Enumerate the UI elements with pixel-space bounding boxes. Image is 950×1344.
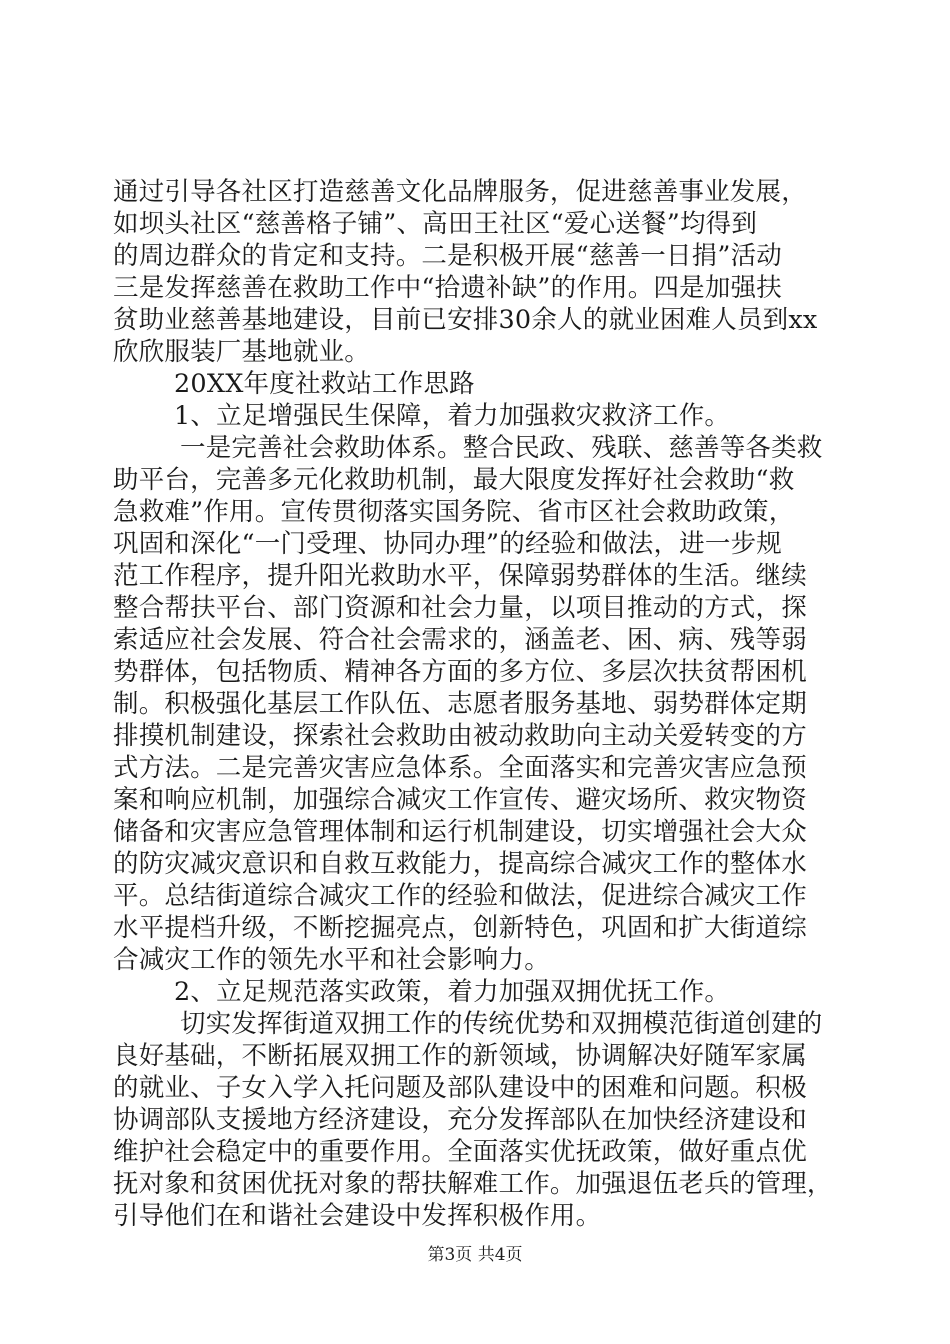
subsection-heading: 1、立足增强民生保障，着力加强救灾救济工作。 — [174, 401, 731, 431]
text-line: 合减灾工作的领先水平和社会影响力。 — [113, 945, 550, 975]
page-footer: 第3页 共4页 — [427, 1245, 523, 1265]
text-line: 巩固和深化“一门受理、协同办理”的经验和做法，进一步规 — [113, 529, 782, 559]
text-line: 三是发挥慈善在救助工作中“拾遗补缺”的作用。四是加强扶 — [113, 273, 782, 303]
text-line: 协调部队支援地方经济建设，充分发挥部队在加快经济建设和 — [113, 1105, 807, 1135]
subsection-heading: 2、立足规范落实政策，着力加强双拥优抚工作。 — [174, 977, 731, 1007]
text-line: 良好基础，不断拓展双拥工作的新领域，协调解决好随军家属 — [113, 1041, 807, 1071]
text-line: 维护社会稳定中的重要作用。全面落实优抚政策，做好重点优 — [113, 1137, 807, 1167]
text-line: 式方法。二是完善灾害应急体系。全面落实和完善灾害应急预 — [113, 753, 807, 783]
text-line: 的防灾减灾意识和自救互救能力，提高综合减灾工作的整体水 — [113, 849, 807, 879]
text-line: 排摸机制建设，探索社会救助由被动救助向主动关爱转变的方 — [113, 721, 807, 751]
text-line: 整合帮扶平台、部门资源和社会力量，以项目推动的方式，探 — [113, 593, 807, 623]
text-line: 势群体，包括物质、精神各方面的多方位、多层次扶贫帮困机 — [113, 657, 807, 687]
text-line: 抚对象和贫困优抚对象的帮扶解难工作。加强退伍老兵的管理， — [113, 1169, 833, 1199]
text-line: 贫助业慈善基地建设，目前已安排30余人的就业困难人员到xx — [113, 305, 818, 335]
text-line: 一是完善社会救助体系。整合民政、残联、慈善等各类救 — [180, 433, 823, 463]
text-line: 切实发挥街道双拥工作的传统优势和双拥模范街道创建的 — [180, 1009, 823, 1039]
text-line: 的就业、子女入学入托问题及部队建设中的困难和问题。积极 — [113, 1073, 807, 1103]
text-line: 助平台，完善多元化救助机制，最大限度发挥好社会救助“救 — [113, 465, 795, 495]
text-line: 储备和灾害应急管理体制和运行机制建设，切实增强社会大众 — [113, 817, 807, 847]
text-line: 平。总结街道综合减灾工作的经验和做法，促进综合减灾工作 — [113, 881, 807, 911]
section-heading: 20XX年度社救站工作思路 — [174, 369, 475, 399]
text-line: 的周边群众的肯定和支持。二是积极开展“慈善一日捐”活动 — [113, 241, 782, 271]
text-line: 欣欣服装厂基地就业。 — [113, 337, 371, 367]
text-line: 水平提档升级，不断挖掘亮点，创新特色，巩固和扩大街道综 — [113, 913, 807, 943]
text-line: 案和响应机制，加强综合减灾工作宣传、避灾场所、救灾物资 — [113, 785, 807, 815]
text-line: 范工作程序，提升阳光救助水平，保障弱势群体的生活。继续 — [113, 561, 807, 591]
text-line: 如坝头社区“慈善格子铺”、高田王社区“爱心送餐”均得到 — [113, 209, 758, 239]
text-line: 引导他们在和谐社会建设中发挥积极作用。 — [113, 1201, 602, 1231]
text-line: 索适应社会发展、符合社会需求的，涵盖老、困、病、残等弱 — [113, 625, 807, 655]
text-line: 通过引导各社区打造慈善文化品牌服务，促进慈善事业发展， — [113, 177, 807, 207]
text-line: 急救难”作用。宣传贯彻落实国务院、省市区社会救助政策， — [113, 497, 795, 527]
text-line: 制。积极强化基层工作队伍、志愿者服务基地、弱势群体定期 — [113, 689, 807, 719]
